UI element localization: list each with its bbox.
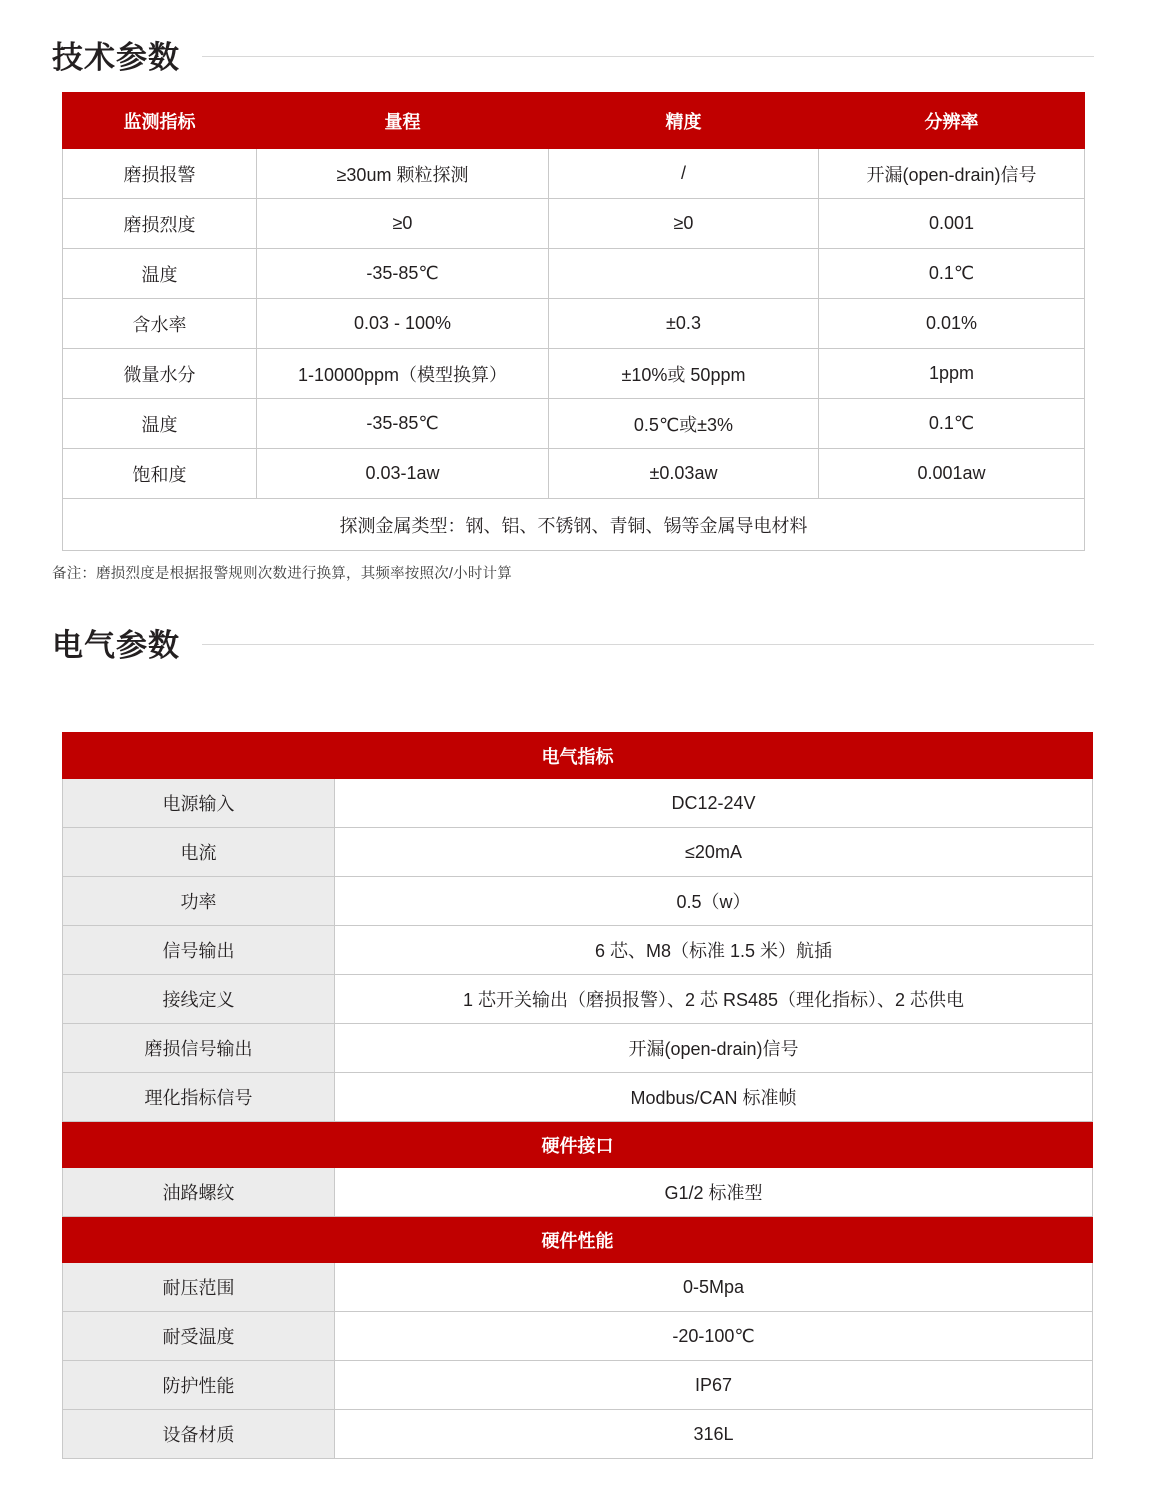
heading-divider: [202, 644, 1094, 645]
section-heading-technical: [52, 32, 1094, 77]
table-row: [63, 249, 1085, 299]
cell-resolution: 0.001aw: [819, 449, 1085, 499]
cell-range: 0.03 - 100%: [257, 299, 549, 349]
table-row: [63, 926, 1093, 975]
cell-label: 功率: [63, 877, 335, 926]
table-row: [63, 1361, 1093, 1410]
cell-value: -20-100℃: [335, 1312, 1093, 1361]
band-electrical-index: 电气指标: [63, 733, 1093, 779]
table-row: [63, 975, 1093, 1024]
cell-label: 耐受温度: [63, 1312, 335, 1361]
cell-range: 1-10000ppm（模型换算）: [257, 349, 549, 399]
cell-value: 316L: [335, 1410, 1093, 1459]
cell-accuracy: ±10%或 50ppm: [549, 349, 819, 399]
cell-metric: 磨损烈度: [63, 199, 257, 249]
cell-resolution: 1ppm: [819, 349, 1085, 399]
table-row: [63, 449, 1085, 499]
cell-value: 0-5Mpa: [335, 1263, 1093, 1312]
table-row: [63, 199, 1085, 249]
cell-accuracy: ±0.3: [549, 299, 819, 349]
table-row: [63, 149, 1085, 199]
section-heading-electrical: [52, 620, 1094, 665]
cell-label: 磨损信号输出: [63, 1024, 335, 1073]
cell-value: 开漏(open-drain)信号: [335, 1024, 1093, 1073]
cell-resolution: 0.001: [819, 199, 1085, 249]
cell-range: ≥0: [257, 199, 549, 249]
page-title-technical: 技术参数: [52, 40, 180, 75]
band-hardware-performance: 硬件性能: [63, 1217, 1093, 1263]
cell-resolution: 开漏(open-drain)信号: [819, 149, 1085, 199]
cell-value: ≤20mA: [335, 828, 1093, 877]
cell-value: G1/2 标准型: [335, 1168, 1093, 1217]
table-row: [63, 1073, 1093, 1122]
cell-accuracy: ≥0: [549, 199, 819, 249]
cell-range: -35-85℃: [257, 249, 549, 299]
cell-accuracy: /: [549, 149, 819, 199]
cell-accuracy: [549, 249, 819, 299]
cell-value: 6 芯、M8（标准 1.5 米）航插: [335, 926, 1093, 975]
cell-accuracy: 0.5℃或±3%: [549, 399, 819, 449]
cell-label: 油路螺纹: [63, 1168, 335, 1217]
cell-label: 理化指标信号: [63, 1073, 335, 1122]
column-header-range: 量程: [257, 93, 549, 149]
cell-metal-types: 探测金属类型：钢、铝、不锈钢、青铜、锡等金属导电材料: [63, 499, 1085, 551]
cell-label: 设备材质: [63, 1410, 335, 1459]
cell-metric: 含水率: [63, 299, 257, 349]
cell-metric: 磨损报警: [63, 149, 257, 199]
table-row: [63, 779, 1093, 828]
table-band-row: [63, 1217, 1093, 1263]
band-hardware-interface: 硬件接口: [63, 1122, 1093, 1168]
cell-resolution: 0.1℃: [819, 249, 1085, 299]
cell-label: 接线定义: [63, 975, 335, 1024]
cell-label: 信号输出: [63, 926, 335, 975]
cell-metric: 饱和度: [63, 449, 257, 499]
table-note: 备注：磨损烈度是根据报警规则次数进行换算，其频率按照次/小时计算: [52, 566, 512, 582]
table-row: [63, 1410, 1093, 1459]
table-header-row: [63, 93, 1085, 149]
cell-value: Modbus/CAN 标准帧: [335, 1073, 1093, 1122]
cell-label: 耐压范围: [63, 1263, 335, 1312]
cell-label: 电流: [63, 828, 335, 877]
technical-parameters-table: [62, 92, 1085, 551]
column-header-resolution: 分辨率: [819, 93, 1085, 149]
cell-range: -35-85℃: [257, 399, 549, 449]
cell-label: 防护性能: [63, 1361, 335, 1410]
cell-range: 0.03-1aw: [257, 449, 549, 499]
table-row: [63, 399, 1085, 449]
cell-value: DC12-24V: [335, 779, 1093, 828]
cell-value: 0.5（w）: [335, 877, 1093, 926]
table-row: [63, 1024, 1093, 1073]
table-row: [63, 1312, 1093, 1361]
column-header-accuracy: 精度: [549, 93, 819, 149]
cell-value: 1 芯开关输出（磨损报警）、2 芯 RS485（理化指标）、2 芯供电: [335, 975, 1093, 1024]
table-row: [63, 349, 1085, 399]
cell-metric: 温度: [63, 249, 257, 299]
table-row: [63, 828, 1093, 877]
cell-resolution: 0.01%: [819, 299, 1085, 349]
table-row: [63, 299, 1085, 349]
cell-metric: 温度: [63, 399, 257, 449]
table-band-row: [63, 733, 1093, 779]
page-title-electrical: 电气参数: [52, 628, 180, 663]
cell-resolution: 0.1℃: [819, 399, 1085, 449]
table-footer-row: [63, 499, 1085, 551]
table-row: [63, 877, 1093, 926]
cell-metric: 微量水分: [63, 349, 257, 399]
cell-accuracy: ±0.03aw: [549, 449, 819, 499]
cell-range: ≥30um 颗粒探测: [257, 149, 549, 199]
table-band-row: [63, 1122, 1093, 1168]
heading-divider: [202, 56, 1094, 57]
electrical-parameters-table: [62, 732, 1093, 1459]
table-row: [63, 1168, 1093, 1217]
cell-label: 电源输入: [63, 779, 335, 828]
column-header-metric: 监测指标: [63, 93, 257, 149]
cell-value: IP67: [335, 1361, 1093, 1410]
table-row: [63, 1263, 1093, 1312]
